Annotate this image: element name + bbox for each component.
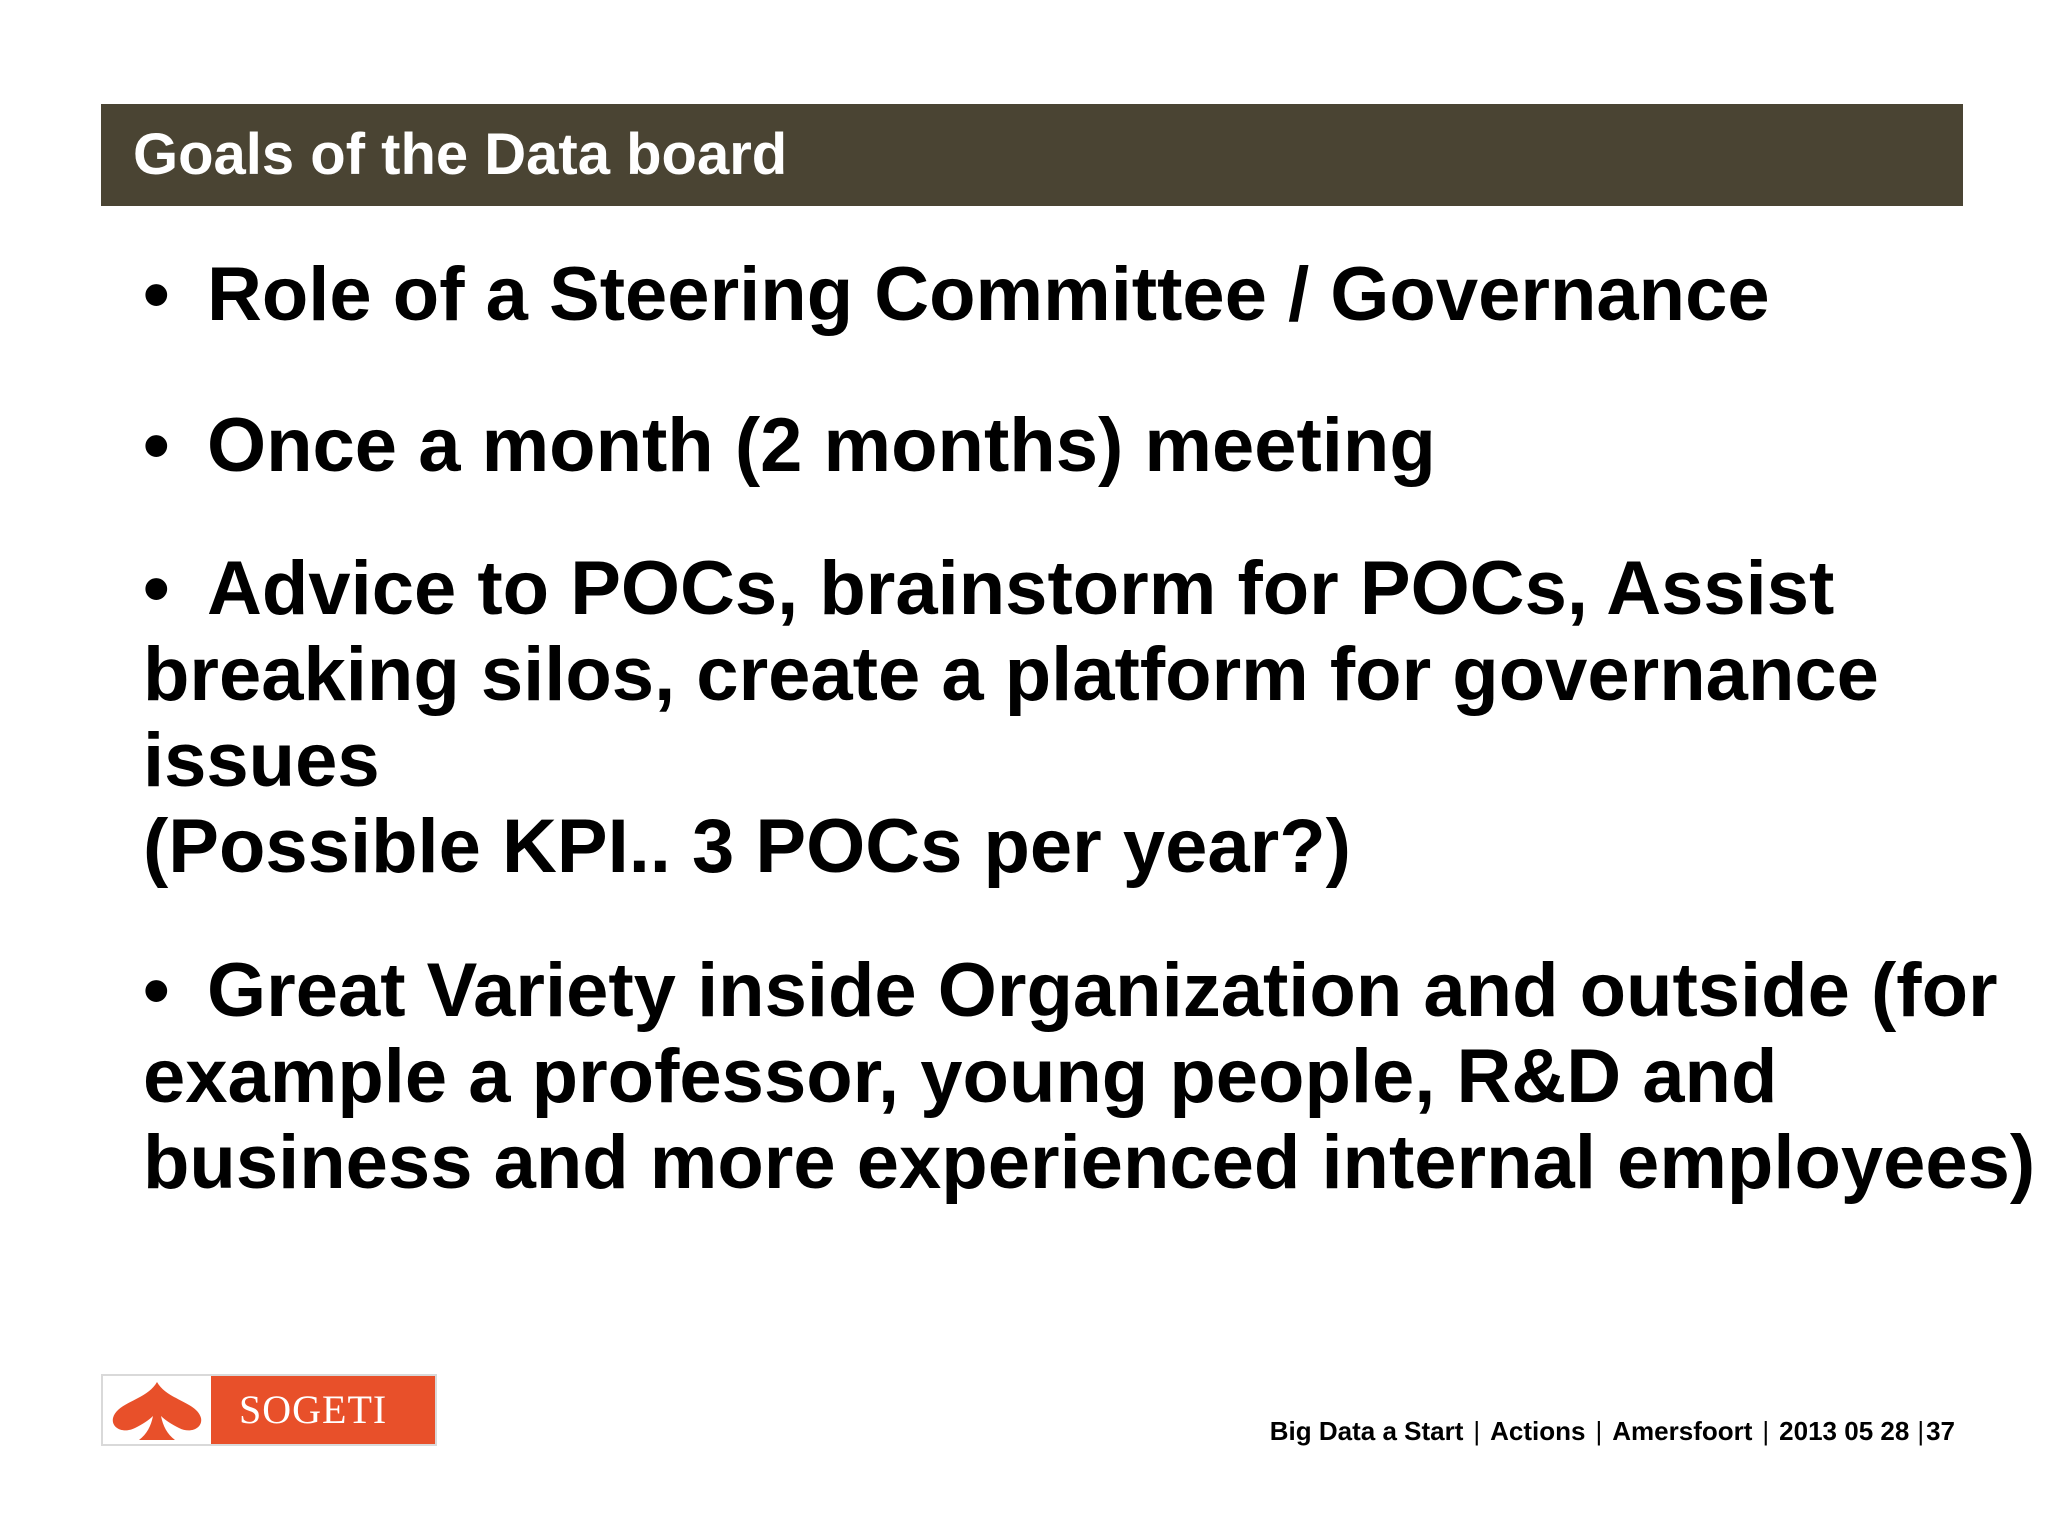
footer-presentation: Big Data a Start	[1269, 1416, 1464, 1446]
sogeti-logo	[101, 1374, 437, 1446]
title-bar	[101, 104, 1963, 206]
footer-separator: |	[1595, 1416, 1603, 1446]
footer-separator: |	[1917, 1416, 1925, 1446]
bullet-text: Advice to POCs, brainstorm for POCs, Assist	[207, 546, 1835, 631]
footer	[1270, 1416, 1955, 1447]
bullet-text: Role of a Steering Committee / Governance	[207, 252, 1770, 337]
spade-icon	[103, 1376, 211, 1444]
bullet-item	[143, 948, 2035, 1206]
bullet-marker: •	[143, 948, 170, 1033]
bullet-text: issues	[143, 718, 380, 803]
page-number: 37	[1926, 1416, 1955, 1446]
footer-separator: |	[1762, 1416, 1770, 1446]
bullet-text: (Possible KPI.. 3 POCs per year?)	[143, 804, 1351, 889]
footer-location: Amersfoort	[1612, 1416, 1753, 1446]
footer-section: Actions	[1490, 1416, 1586, 1446]
bullet-text: Great Variety inside Organization and outside (for	[207, 948, 1998, 1033]
bullet-item	[143, 546, 1879, 890]
bullet-marker: •	[143, 546, 170, 631]
bullet-text: business and more experienced internal employees)	[143, 1120, 2036, 1205]
bullet-marker: •	[143, 403, 170, 488]
bullet-text: Once a month (2 months) meeting	[207, 403, 1436, 488]
bullet-marker: •	[143, 252, 170, 337]
slide-title: Goals of the Data board	[133, 122, 788, 187]
logo-text: SOGETI	[239, 1387, 388, 1432]
bullet-text: breaking silos, create a platform for governance	[143, 632, 1879, 717]
footer-separator: |	[1473, 1416, 1481, 1446]
bullet-item	[143, 403, 1436, 489]
bullet-text: example a professor, young people, R&D and	[143, 1034, 1778, 1119]
bullet-item	[143, 252, 1770, 338]
footer-date: 2013 05 28	[1779, 1416, 1910, 1446]
